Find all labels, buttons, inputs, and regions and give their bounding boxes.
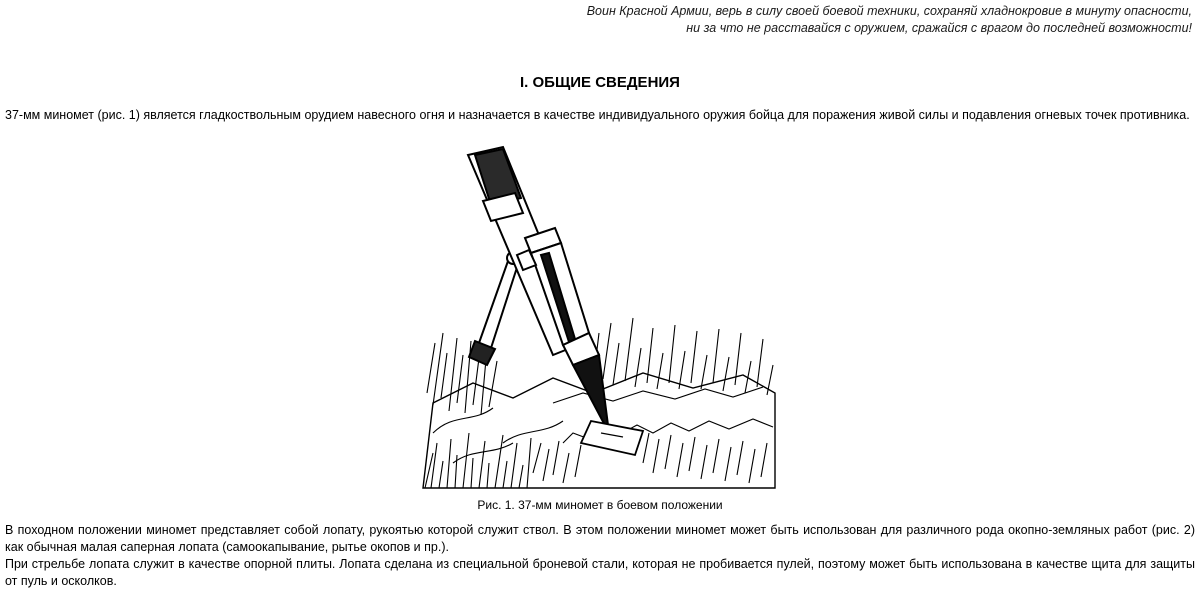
mortar-illustration <box>413 143 783 498</box>
figure-caption: Рис. 1. 37-мм миномет в боевом положении <box>477 498 723 512</box>
spade-plate <box>581 421 643 455</box>
mortar-barrel <box>468 147 609 433</box>
body-text <box>5 522 1195 590</box>
paragraph-marching-position: В походном положении миномет представляет собой лопату, рукоятью которой служит ствол. В этом положении миномет может быть использован для различного рода окопно-земляных работ (рис. 2) как обычная малая саперная лопата (самоокапывание, рытье окопов и пр.). <box>5 523 1195 554</box>
paragraph-firing-position: При стрельбе лопата служит в качестве опорной плиты. Лопата сделана из специальной броневой стали, которая не пробивается пулей, поэтому может быть использована в качестве щита для защиты от пуль и осколков. <box>5 557 1195 588</box>
epigraph-line-2: ни за что не расставайся с оружием, сражайся с врагом до последней возможности! <box>686 21 1192 35</box>
epigraph-line-1: Воин Красной Армии, верь в силу своей боевой техники, сохраняй хладнокровие в минуту опасности, <box>586 4 1192 18</box>
intro-paragraph: 37-мм миномет (рис. 1) является гладкоствольным орудием навесного огня и назначается в качестве индивидуального оружия бойца для поражения живой силы и подавления огневых точек противника. <box>5 108 1190 122</box>
section-title: I. ОБЩИЕ СВЕДЕНИЯ <box>520 74 680 91</box>
epigraph <box>292 3 1192 37</box>
bipod-leg <box>469 252 521 365</box>
